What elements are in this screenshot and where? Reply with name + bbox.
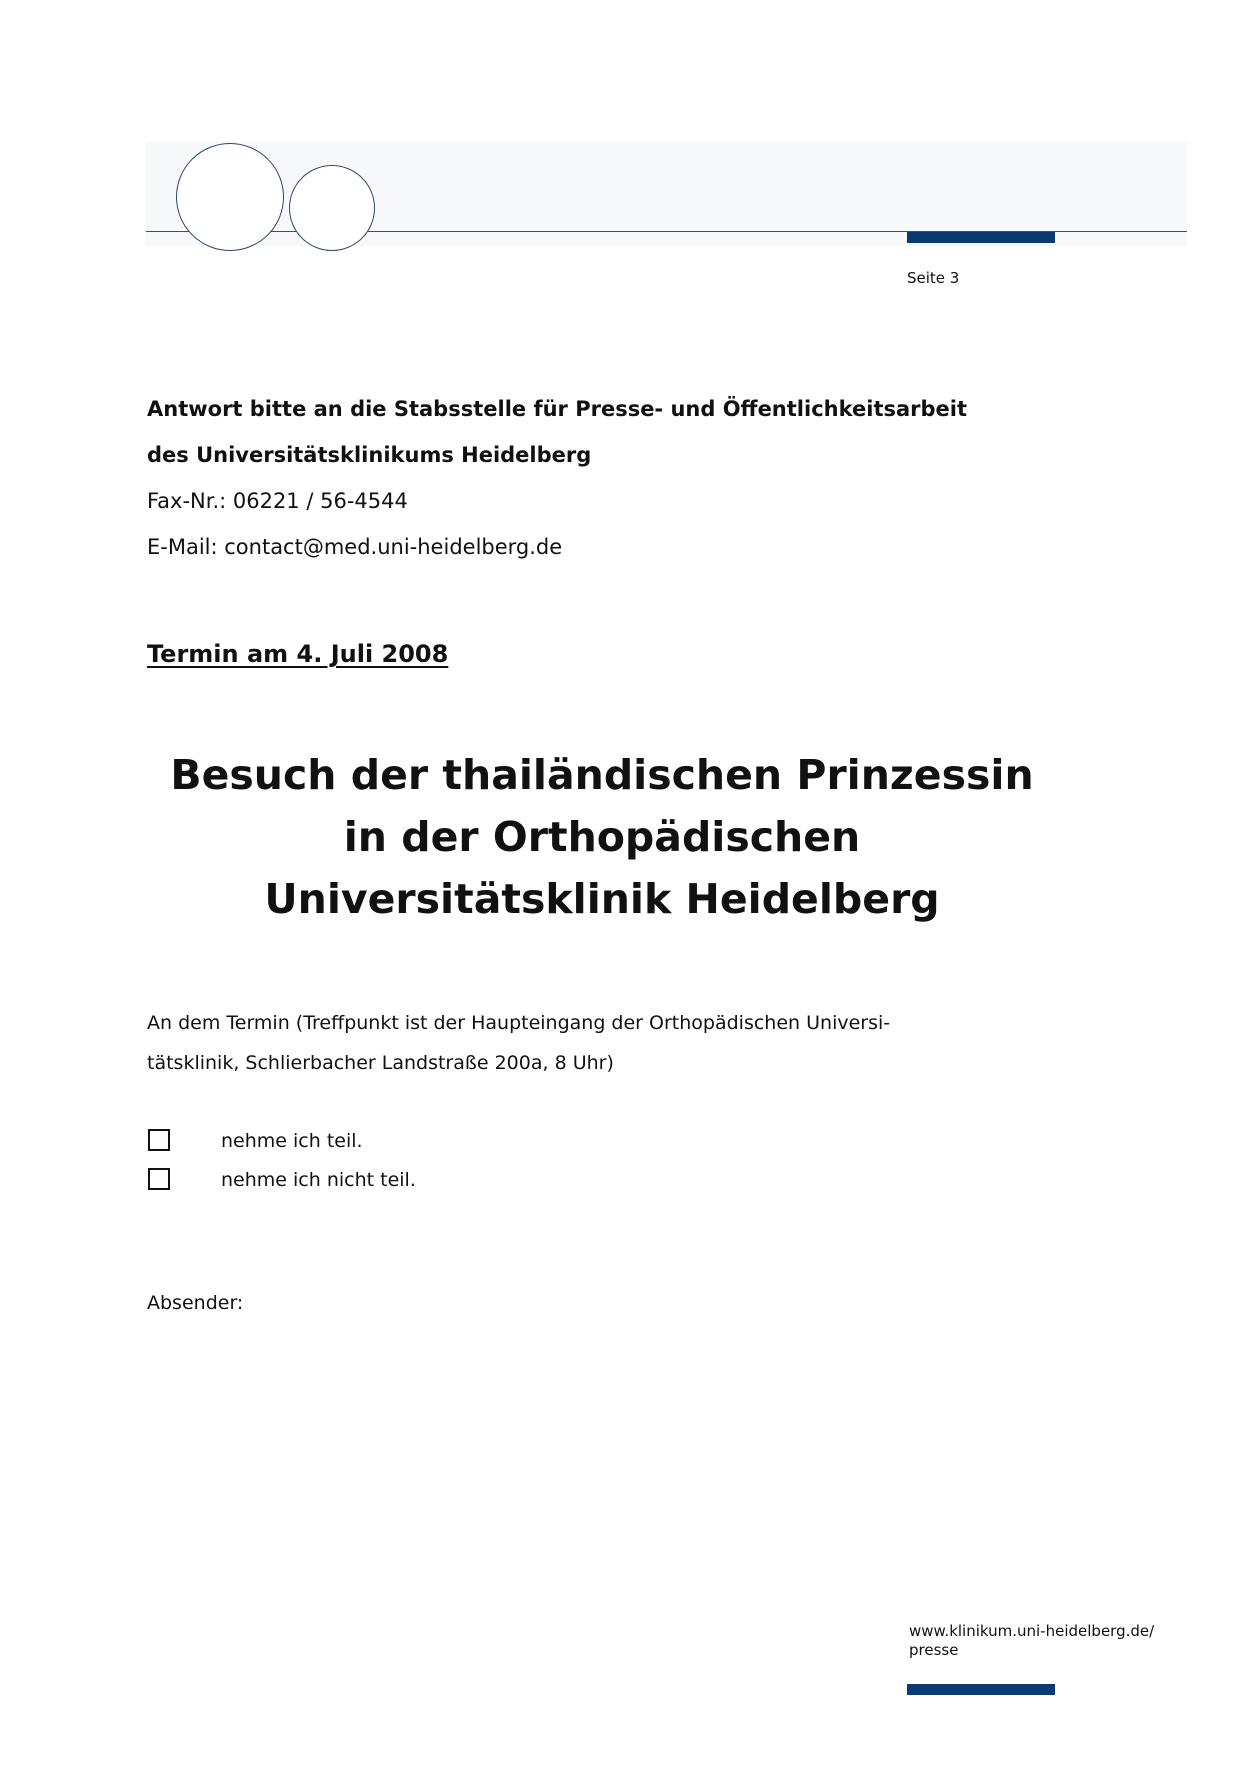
decline-checkbox[interactable] (148, 1168, 170, 1190)
reply-heading-line-2: des Universitätsklinikums Heidelberg (147, 443, 592, 467)
attend-label: nehme ich teil. (221, 1130, 363, 1152)
fax-number: Fax-Nr.: 06221 / 56-4544 (147, 489, 408, 513)
attend-checkbox[interactable] (148, 1129, 170, 1151)
title-line-3: Universitätsklinik Heidelberg (264, 875, 940, 923)
footer-url (909, 1622, 1169, 1660)
logo-circle-small (289, 165, 375, 251)
page-number: Seite 3 (907, 269, 960, 287)
footer-url-line-1: www.klinikum.uni-heidelberg.de/ (909, 1622, 1155, 1640)
meeting-details-line-1: An dem Termin (Treffpunkt ist der Haupteingang der Orthopädischen Universi- (147, 1012, 891, 1034)
title-line-2: in der Orthopädischen (343, 813, 861, 861)
reply-heading-line-1: Antwort bitte an die Stabsstelle für Presse- und Öffentlichkeitsarbeit (147, 397, 968, 421)
footer-accent-bar (907, 1684, 1055, 1695)
title-line-1: Besuch der thailändischen Prinzessin (170, 751, 1034, 799)
appointment-date-heading: Termin am 4. Juli 2008 (147, 640, 449, 668)
decline-option (147, 1167, 647, 1193)
header-accent-bar (907, 232, 1055, 243)
reply-address-block (147, 386, 968, 570)
sender-label: Absender: (147, 1292, 244, 1314)
meeting-details-line-2: tätsklinik, Schlierbacher Landstraße 200a, 8 Uhr) (147, 1052, 614, 1074)
document-title (147, 744, 1057, 930)
meeting-details (147, 1003, 947, 1083)
attend-option (147, 1128, 647, 1154)
email-address: E-Mail: contact@med.uni-heidelberg.de (147, 535, 563, 559)
logo-circle-large (176, 143, 284, 251)
decline-label: nehme ich nicht teil. (221, 1169, 416, 1191)
footer-url-line-2: presse (909, 1641, 959, 1659)
